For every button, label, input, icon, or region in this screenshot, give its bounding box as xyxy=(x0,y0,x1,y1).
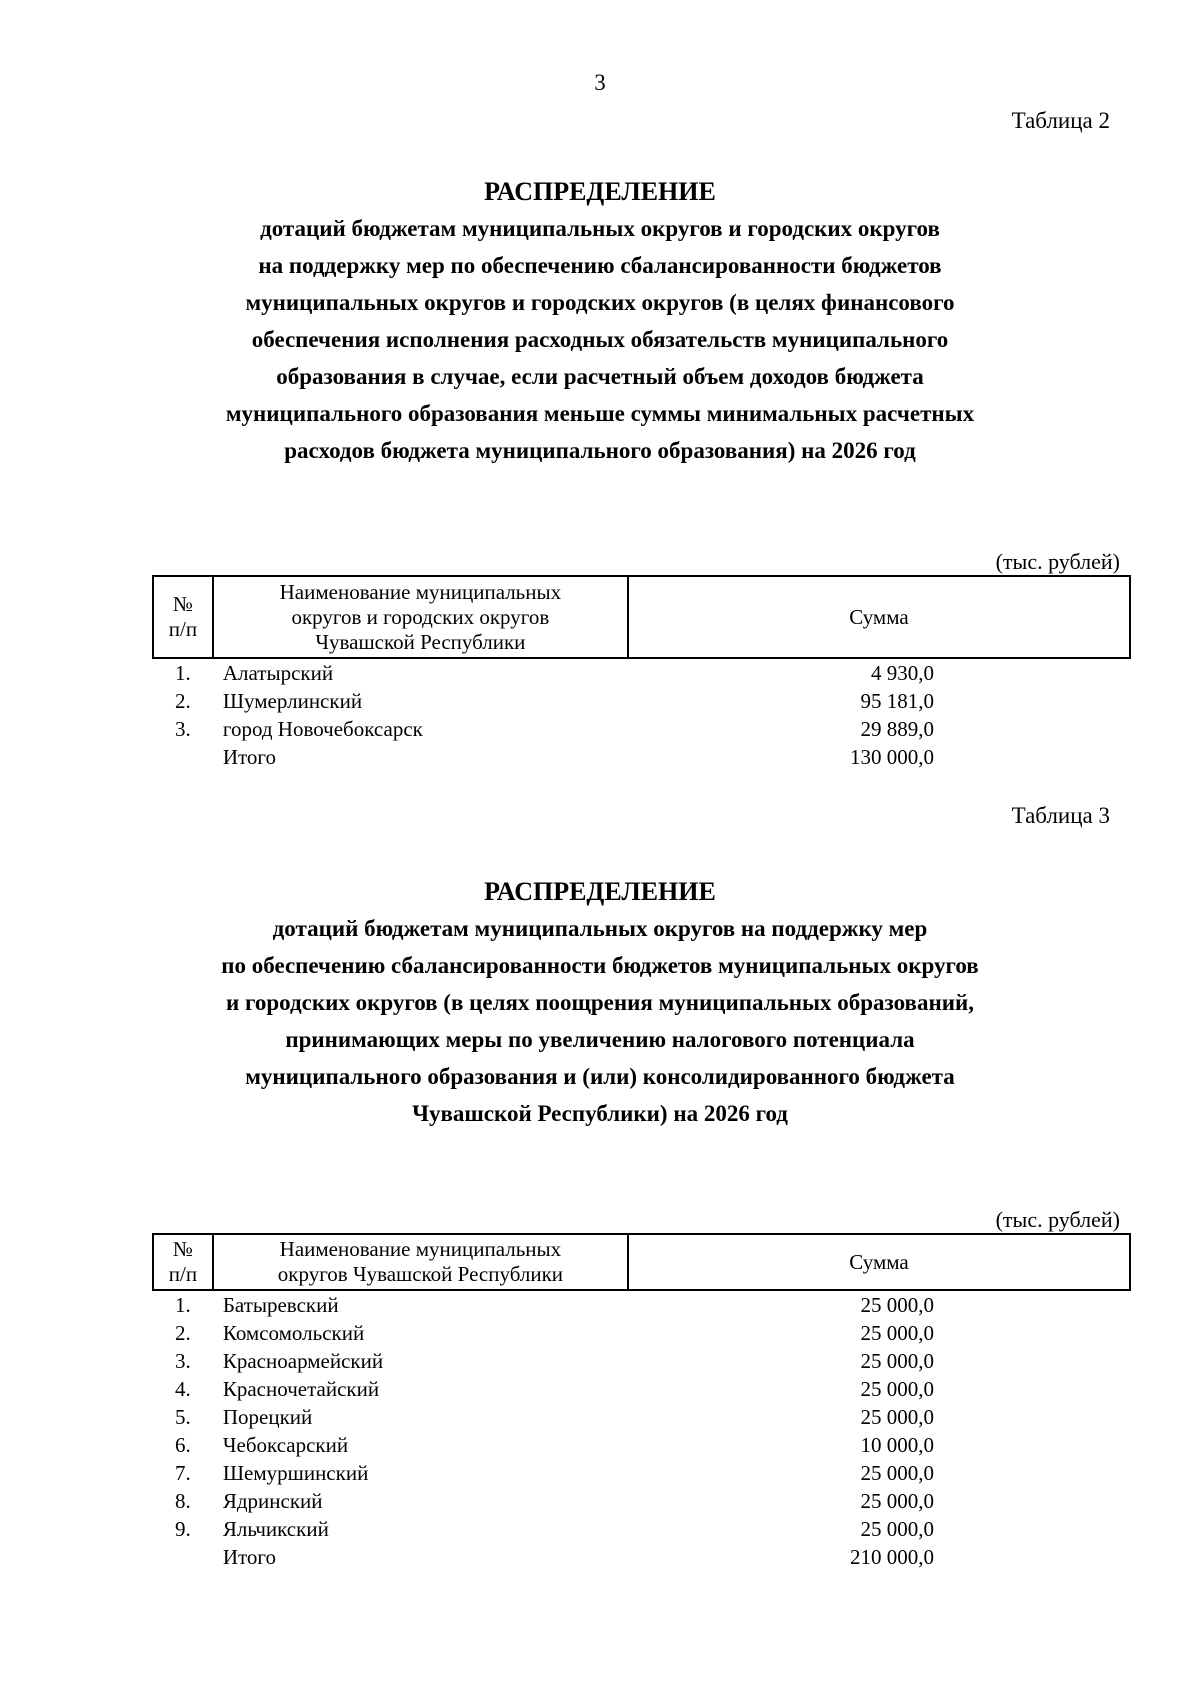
header-name-line: округов и городских округов xyxy=(291,604,550,629)
row-num: 1. xyxy=(175,660,191,685)
table3-subtitle-line: муниципального образования и (или) консолидированного бюджета xyxy=(245,1064,955,1089)
row-num: 3. xyxy=(175,1348,191,1373)
table3-units: (тыс. рублей) xyxy=(995,1207,1120,1232)
table2-caption: Таблица 2 xyxy=(1011,108,1110,133)
header-num-line: № xyxy=(172,1237,193,1261)
row-sum: 25 000,0 xyxy=(860,1488,934,1513)
row-name: Порецкий xyxy=(222,1404,313,1429)
total-sum: 210 000,0 xyxy=(850,1544,934,1569)
table3-subtitle-line: по обеспечению сбалансированности бюджетов муниципальных округов xyxy=(221,953,979,978)
header-name-line: Чувашской Республики xyxy=(315,629,526,654)
table-row xyxy=(153,1403,1130,1431)
total-sum: 130 000,0 xyxy=(850,744,934,769)
table2-subtitle-line: расходов бюджета муниципального образования) на 2026 год xyxy=(284,438,916,463)
table3-caption: Таблица 3 xyxy=(1011,803,1110,828)
row-name: Комсомольский xyxy=(222,1320,365,1345)
total-label: Итого xyxy=(222,1544,277,1569)
row-num: 7. xyxy=(175,1460,191,1485)
row-num: 8. xyxy=(175,1488,191,1513)
header-name-line: Наименование муниципальных xyxy=(279,579,562,604)
table-row xyxy=(153,658,1130,687)
table-total-row xyxy=(153,743,1130,771)
table-row xyxy=(153,687,1130,715)
header-num-line: № xyxy=(172,592,193,616)
row-num: 2. xyxy=(175,688,191,713)
row-sum: 25 000,0 xyxy=(860,1404,934,1429)
header-num-line: п/п xyxy=(168,617,198,641)
table2-subtitle-line: дотаций бюджетам муниципальных округов и городских округов xyxy=(260,216,940,241)
row-num: 6. xyxy=(175,1432,191,1457)
table-row xyxy=(153,1459,1130,1487)
table2-title-block xyxy=(100,174,1100,469)
table-row xyxy=(153,1515,1130,1543)
total-num xyxy=(153,743,213,771)
row-name: Батыревский xyxy=(222,1292,339,1317)
header-name xyxy=(213,576,628,658)
header-num-line: п/п xyxy=(168,1262,198,1286)
table-row xyxy=(153,1290,1130,1319)
row-num: 3. xyxy=(175,716,191,741)
table-row xyxy=(153,1487,1130,1515)
header-name-line: округов Чувашской Республики xyxy=(277,1262,564,1286)
table2-title: РАСПРЕДЕЛЕНИЕ xyxy=(484,177,716,206)
header-name xyxy=(213,1234,628,1290)
row-name: Алатырский xyxy=(222,660,334,685)
header-sum: Сумма xyxy=(628,1234,1130,1290)
row-sum: 25 000,0 xyxy=(860,1376,934,1401)
header-name-line: Наименование муниципальных xyxy=(279,1237,562,1261)
table2-subtitle-line: обеспечения исполнения расходных обязательств муниципального xyxy=(251,327,949,352)
table2-subtitle-line: образования в случае, если расчетный объем доходов бюджета xyxy=(276,364,924,389)
row-name: Красноармейский xyxy=(222,1348,384,1373)
header-num xyxy=(153,576,213,658)
table3-subtitle-line: Чувашской Республики) на 2026 год xyxy=(412,1101,788,1126)
row-name: Яльчикский xyxy=(222,1516,329,1541)
table3 xyxy=(152,1233,1131,1571)
page-number: 3 xyxy=(594,70,606,95)
table3-subtitle-line: дотаций бюджетам муниципальных округов на поддержку мер xyxy=(272,916,928,941)
row-num: 4. xyxy=(175,1376,191,1401)
row-num: 9. xyxy=(175,1516,191,1541)
table2-subtitle-line: на поддержку мер по обеспечению сбалансированности бюджетов xyxy=(258,253,942,278)
table3-subtitle-line: и городских округов (в целях поощрения муниципальных образований, xyxy=(226,990,974,1015)
table-row xyxy=(153,1347,1130,1375)
table2-header-row xyxy=(153,576,1130,658)
row-name: Шемуршинский xyxy=(222,1460,369,1485)
row-sum: 25 000,0 xyxy=(860,1516,934,1541)
row-sum: 29 889,0 xyxy=(860,716,934,741)
row-sum: 4 930,0 xyxy=(871,660,934,685)
table3-header-row xyxy=(153,1234,1130,1290)
row-name: Красночетайский xyxy=(222,1376,380,1401)
header-sum: Сумма xyxy=(628,576,1130,658)
table-total-row xyxy=(153,1543,1130,1571)
row-name: Шумерлинский xyxy=(222,688,363,713)
table-row xyxy=(153,1319,1130,1347)
total-label: Итого xyxy=(222,744,277,769)
table2-units: (тыс. рублей) xyxy=(995,549,1120,574)
table-row xyxy=(153,1375,1130,1403)
table-row xyxy=(153,1431,1130,1459)
row-num: 1. xyxy=(175,1292,191,1317)
row-name: город Новочебоксарск xyxy=(222,716,423,741)
total-num xyxy=(153,1543,213,1571)
row-name: Чебоксарский xyxy=(222,1432,349,1457)
row-sum: 25 000,0 xyxy=(860,1460,934,1485)
table3-title: РАСПРЕДЕЛЕНИЕ xyxy=(484,877,716,906)
row-sum: 25 000,0 xyxy=(860,1320,934,1345)
row-sum: 10 000,0 xyxy=(860,1432,934,1457)
row-sum: 95 181,0 xyxy=(860,688,934,713)
row-num: 2. xyxy=(175,1320,191,1345)
table2 xyxy=(152,575,1131,771)
table2-subtitle-line: муниципального образования меньше суммы минимальных расчетных xyxy=(225,401,975,426)
row-name: Ядринский xyxy=(222,1488,323,1513)
table2-subtitle-line: муниципальных округов и городских округов (в целях финансового xyxy=(245,290,955,315)
row-sum: 25 000,0 xyxy=(860,1292,934,1317)
table-row xyxy=(153,715,1130,743)
row-sum: 25 000,0 xyxy=(860,1348,934,1373)
table3-title-block xyxy=(100,874,1100,1132)
row-num: 5. xyxy=(175,1404,191,1429)
header-num xyxy=(153,1234,213,1290)
table3-subtitle-line: принимающих меры по увеличению налогового потенциала xyxy=(285,1027,915,1052)
